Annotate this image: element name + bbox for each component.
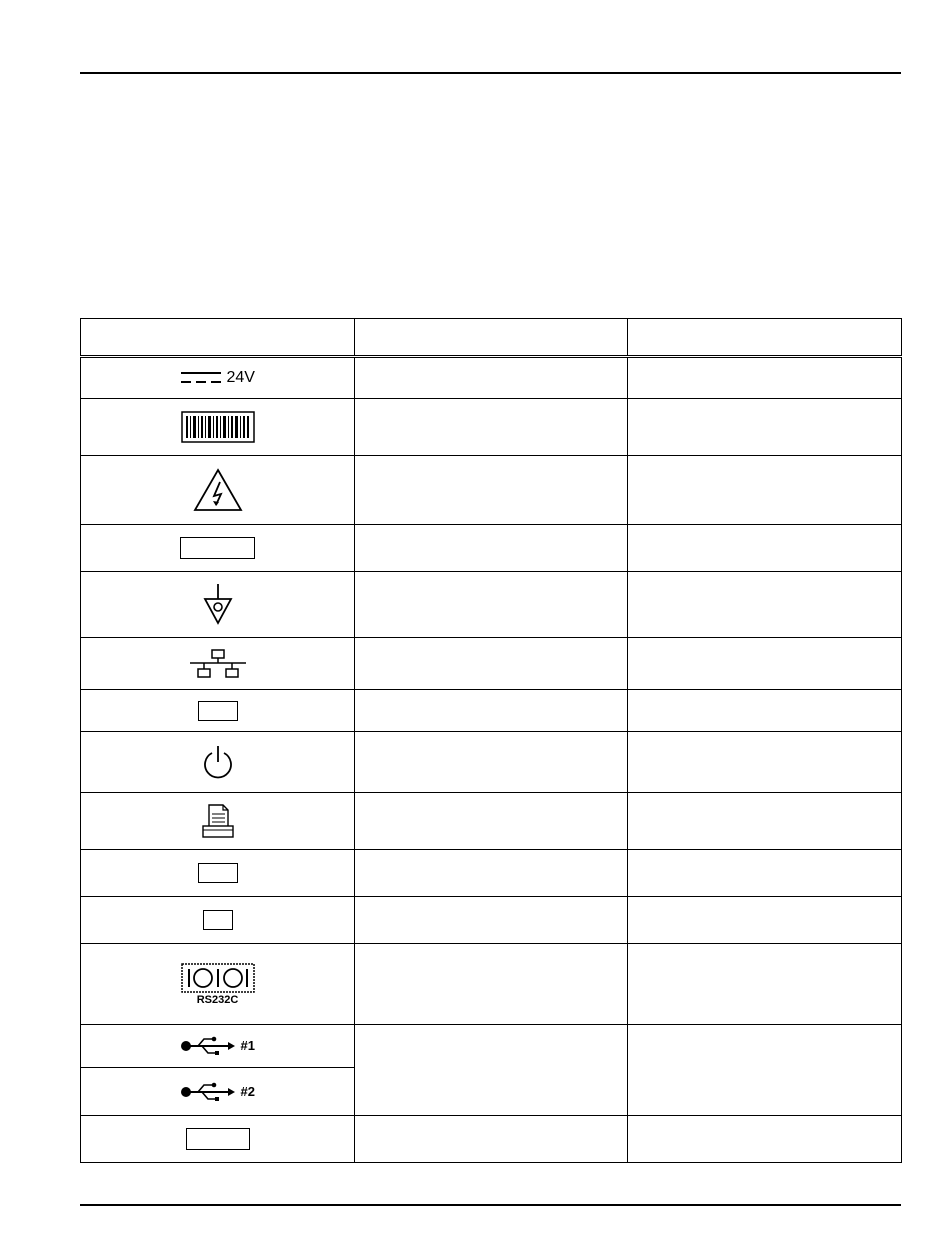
header-rule bbox=[80, 72, 901, 74]
symbol-cell bbox=[81, 1068, 355, 1116]
symbol-cell bbox=[81, 1116, 355, 1163]
table-cell bbox=[628, 1025, 902, 1116]
symbol-cell bbox=[81, 690, 355, 732]
table-cell bbox=[355, 793, 628, 850]
column-header-2 bbox=[355, 319, 628, 357]
small-rectangle-label bbox=[198, 863, 238, 883]
printer-icon bbox=[201, 803, 235, 839]
symbol-cell bbox=[81, 357, 355, 399]
table-header-row bbox=[81, 319, 902, 357]
table-cell bbox=[355, 357, 628, 399]
table-cell bbox=[628, 572, 902, 638]
symbol-cell bbox=[81, 793, 355, 850]
symbol-cell bbox=[81, 1025, 355, 1068]
symbol-cell bbox=[81, 944, 355, 1025]
symbol-cell bbox=[81, 525, 355, 572]
table-cell bbox=[355, 638, 628, 690]
small-rectangle-label bbox=[198, 701, 238, 721]
table-cell bbox=[628, 944, 902, 1025]
table-row bbox=[81, 456, 902, 525]
table-row bbox=[81, 690, 902, 732]
table-row bbox=[81, 1025, 902, 1068]
table-cell bbox=[628, 1116, 902, 1163]
table-cell bbox=[355, 690, 628, 732]
table-cell bbox=[355, 572, 628, 638]
table-row bbox=[81, 897, 902, 944]
column-header-symbol bbox=[81, 319, 355, 357]
network-icon bbox=[189, 649, 247, 679]
table-cell bbox=[355, 456, 628, 525]
table-cell bbox=[628, 638, 902, 690]
power-icon bbox=[201, 744, 235, 780]
table-cell bbox=[355, 399, 628, 456]
table-cell bbox=[628, 525, 902, 572]
table-cell bbox=[628, 732, 902, 793]
table-row bbox=[81, 399, 902, 456]
usb-port-label-2: #2 bbox=[240, 1083, 255, 1099]
symbol-cell bbox=[81, 732, 355, 793]
table-row bbox=[81, 850, 902, 897]
table-row bbox=[81, 1116, 902, 1163]
table-cell bbox=[355, 850, 628, 897]
table-row bbox=[81, 793, 902, 850]
symbol-table bbox=[80, 318, 902, 1163]
serial-port-label: RS232C bbox=[196, 993, 239, 1006]
table-cell bbox=[628, 399, 902, 456]
symbol-cell bbox=[81, 638, 355, 690]
symbol-cell bbox=[81, 850, 355, 897]
ground-icon bbox=[202, 583, 234, 627]
table-cell bbox=[628, 850, 902, 897]
barcode-icon bbox=[181, 411, 255, 443]
table-cell bbox=[355, 897, 628, 944]
table-row bbox=[81, 944, 902, 1025]
high-voltage-warning-icon bbox=[193, 468, 243, 512]
table-cell bbox=[355, 1116, 628, 1163]
column-header-3 bbox=[628, 319, 902, 357]
symbol-cell bbox=[81, 456, 355, 525]
table-cell bbox=[628, 357, 902, 399]
voltage-label: 24V bbox=[226, 369, 255, 387]
symbol-cell bbox=[81, 897, 355, 944]
wide-rectangle-label bbox=[180, 537, 255, 559]
serial-port-icon bbox=[181, 963, 255, 993]
footer-rule bbox=[80, 1204, 901, 1206]
table-row bbox=[81, 638, 902, 690]
usb-icon bbox=[180, 1036, 236, 1056]
usb-port-label-1: #1 bbox=[240, 1038, 255, 1054]
table-cell bbox=[628, 690, 902, 732]
table-cell bbox=[355, 732, 628, 793]
symbol-cell bbox=[81, 572, 355, 638]
table-row bbox=[81, 572, 902, 638]
table-cell bbox=[355, 1025, 628, 1116]
table-row bbox=[81, 525, 902, 572]
table-cell bbox=[628, 456, 902, 525]
table-row bbox=[81, 732, 902, 793]
table-cell bbox=[355, 525, 628, 572]
table-cell bbox=[355, 944, 628, 1025]
square-label bbox=[203, 910, 233, 930]
dc-voltage-icon bbox=[180, 369, 222, 387]
table-cell bbox=[628, 897, 902, 944]
table-cell bbox=[628, 793, 902, 850]
table-row bbox=[81, 357, 902, 399]
symbol-cell bbox=[81, 399, 355, 456]
wide-rectangle-label bbox=[186, 1128, 250, 1150]
usb-icon bbox=[180, 1082, 236, 1102]
